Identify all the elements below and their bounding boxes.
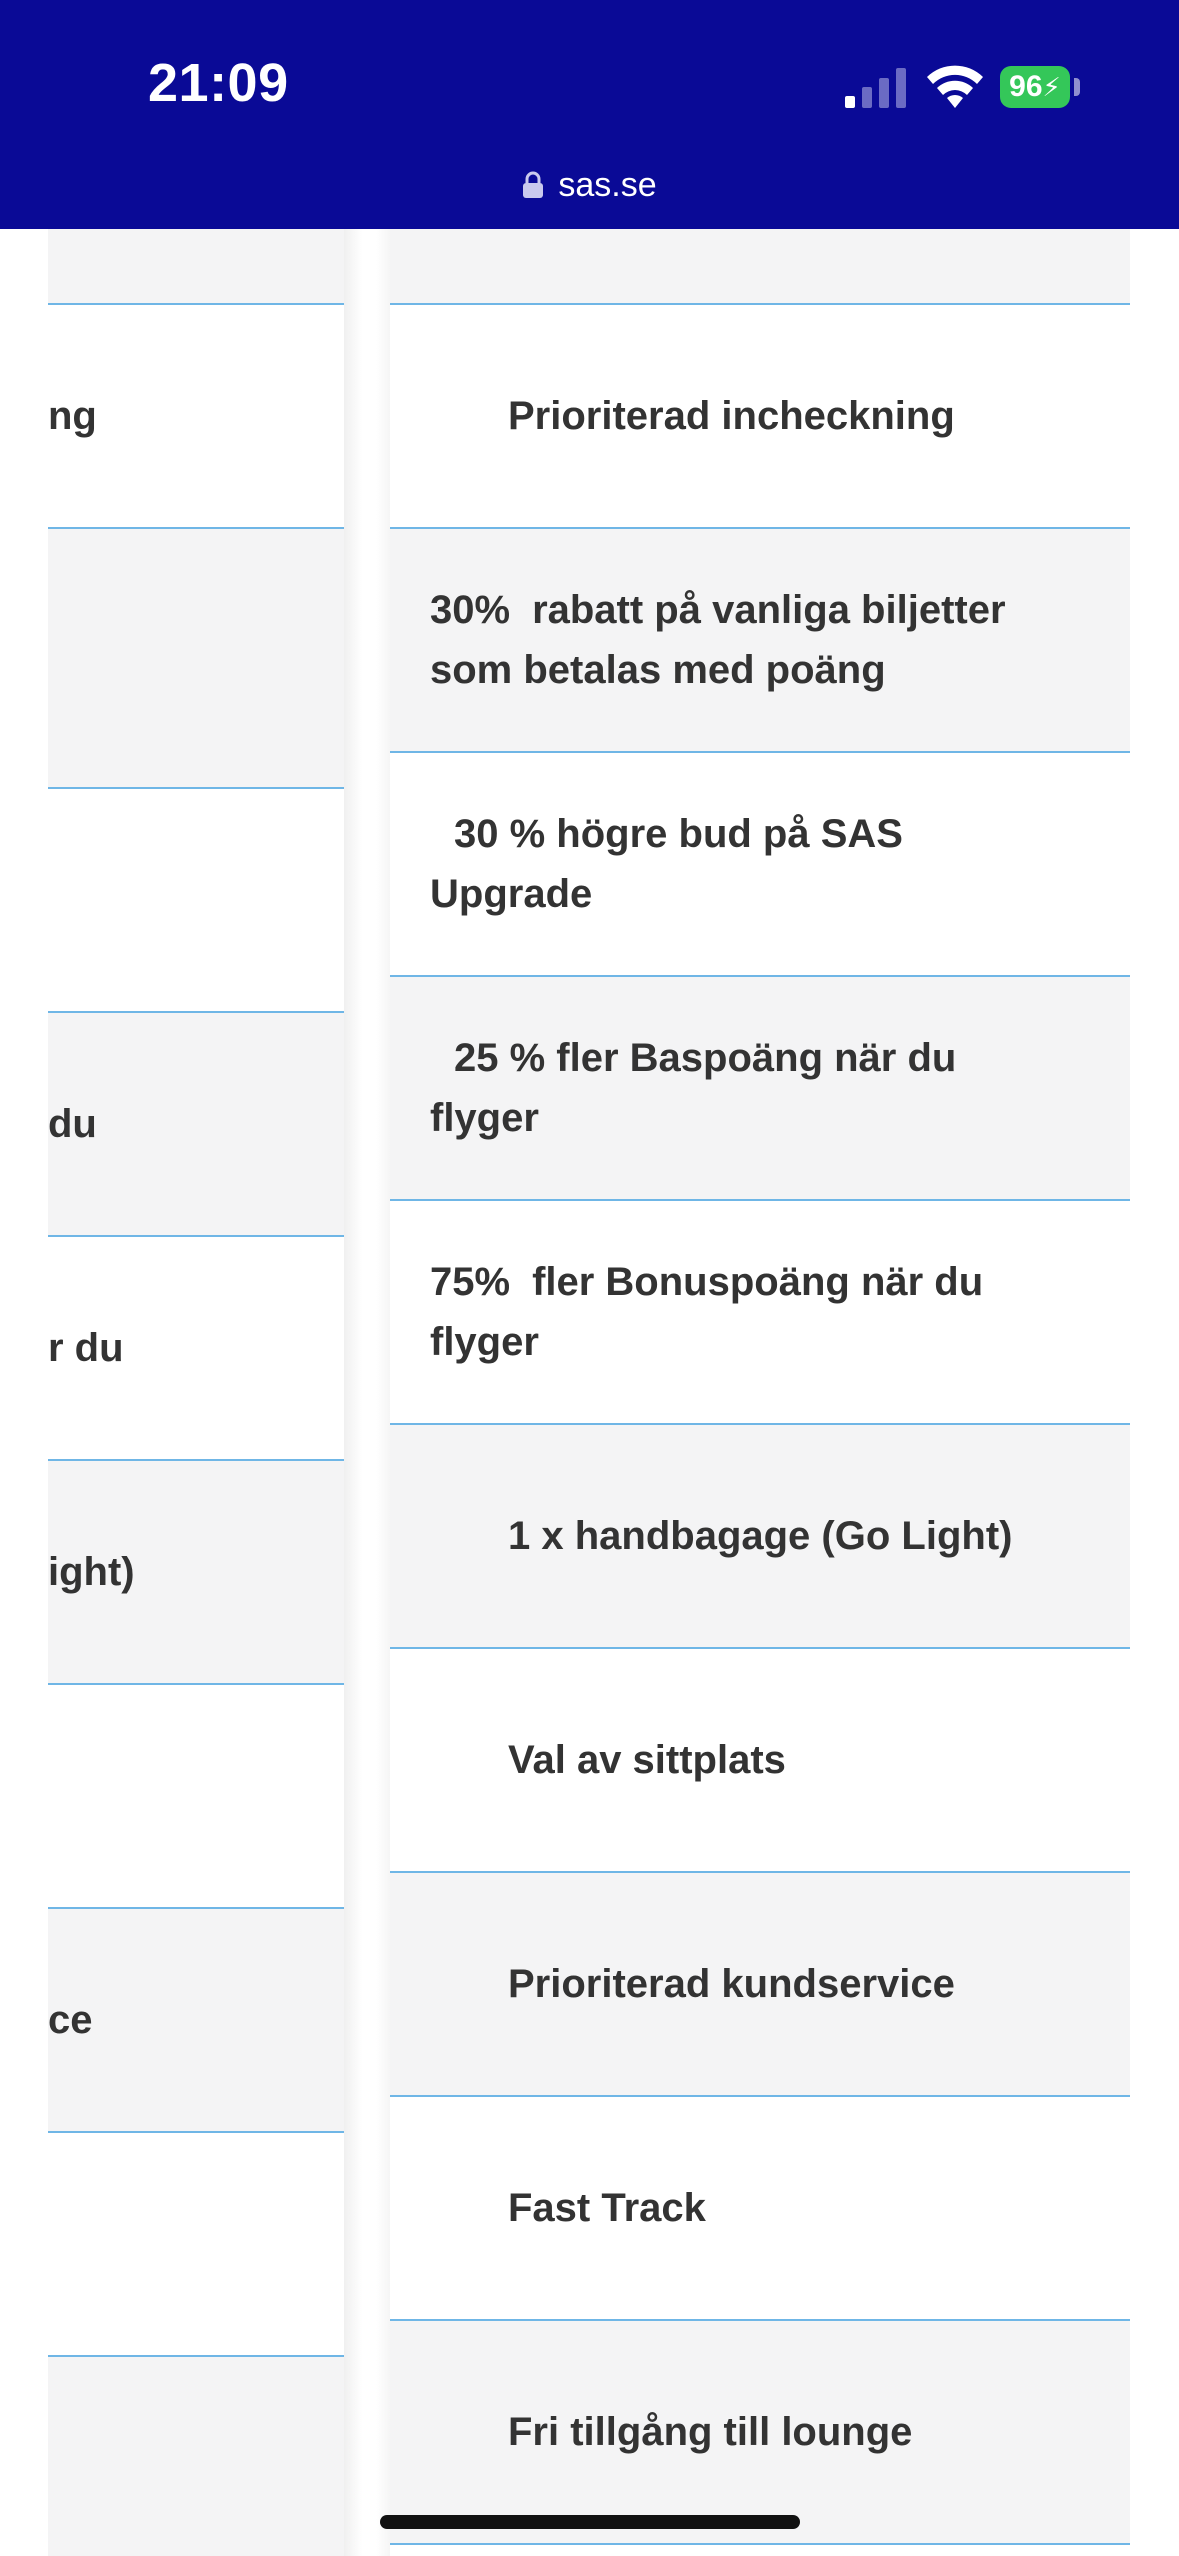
- wifi-icon: [925, 64, 985, 110]
- left-row: [48, 229, 344, 305]
- home-indicator[interactable]: [380, 2515, 800, 2529]
- battery-cap: [1074, 78, 1080, 96]
- left-row: [48, 789, 344, 1013]
- left-row: [48, 1685, 344, 1909]
- benefit-text: rabatt på vanliga biljetter som betalas med poäng: [430, 588, 1006, 692]
- right-row-top-partial: [390, 229, 1130, 305]
- benefit-text: Val av sittplats: [508, 1738, 786, 1782]
- right-comparison-column: [390, 229, 1130, 2556]
- benefit-row: [390, 1649, 1130, 1873]
- battery-level: 96: [1009, 70, 1043, 103]
- benefit-text: Prioriterad incheckning: [508, 394, 955, 438]
- benefit-percentage: 30%: [430, 588, 511, 632]
- url-text: sas.se: [558, 165, 657, 204]
- cellular-signal-icon: [845, 68, 907, 108]
- left-row: [48, 1909, 344, 2133]
- left-row: [48, 529, 344, 789]
- left-row: [48, 1461, 344, 1685]
- left-row: [48, 2133, 344, 2357]
- lock-icon: [522, 171, 544, 199]
- left-row: [48, 1013, 344, 1237]
- benefit-row: [390, 305, 1130, 529]
- left-row-text: du: [48, 1101, 97, 1146]
- benefit-text: Fast Track: [508, 2186, 706, 2230]
- benefit-text-wrap: [390, 1252, 1130, 1372]
- left-row: [48, 2357, 344, 2556]
- battery-icon: 96 ⚡: [1000, 66, 1070, 108]
- column-gap: [344, 229, 390, 2556]
- left-row-text: ight): [48, 1549, 135, 1594]
- benefit-row: [390, 1201, 1130, 1425]
- benefit-text: 25 % fler Baspoäng när du flyger: [430, 1036, 957, 1140]
- benefit-row: [390, 977, 1130, 1201]
- benefit-row: [390, 2097, 1130, 2321]
- benefit-text-wrap: [390, 580, 1130, 700]
- benefit-row: [390, 1873, 1130, 2097]
- benefit-row: [390, 2321, 1130, 2545]
- benefit-text: Fri tillgång till lounge: [508, 2410, 913, 2454]
- benefit-text: 1 x handbagage (Go Light): [508, 1514, 1013, 1558]
- benefit-row: [390, 753, 1130, 977]
- benefit-text: fler Bonuspoäng när du flyger: [430, 1260, 984, 1364]
- left-row-text: ng: [48, 393, 97, 438]
- left-row-text: ce: [48, 1997, 93, 2042]
- left-row-text: r du: [48, 1325, 124, 1370]
- benefit-text: Prioriterad kundservice: [508, 1962, 955, 2006]
- left-row: [48, 1237, 344, 1461]
- benefit-percentage: 75%: [430, 1260, 511, 1304]
- browser-top-bar: [0, 0, 1179, 229]
- left-row: [48, 305, 344, 529]
- benefit-text: 30 % högre bud på SAS Upgrade: [430, 812, 903, 916]
- benefit-row: [390, 1425, 1130, 1649]
- url-bar[interactable]: [0, 160, 1179, 210]
- status-time: 21:09: [148, 53, 289, 113]
- left-comparison-column: [48, 229, 344, 2556]
- benefit-row: [390, 529, 1130, 753]
